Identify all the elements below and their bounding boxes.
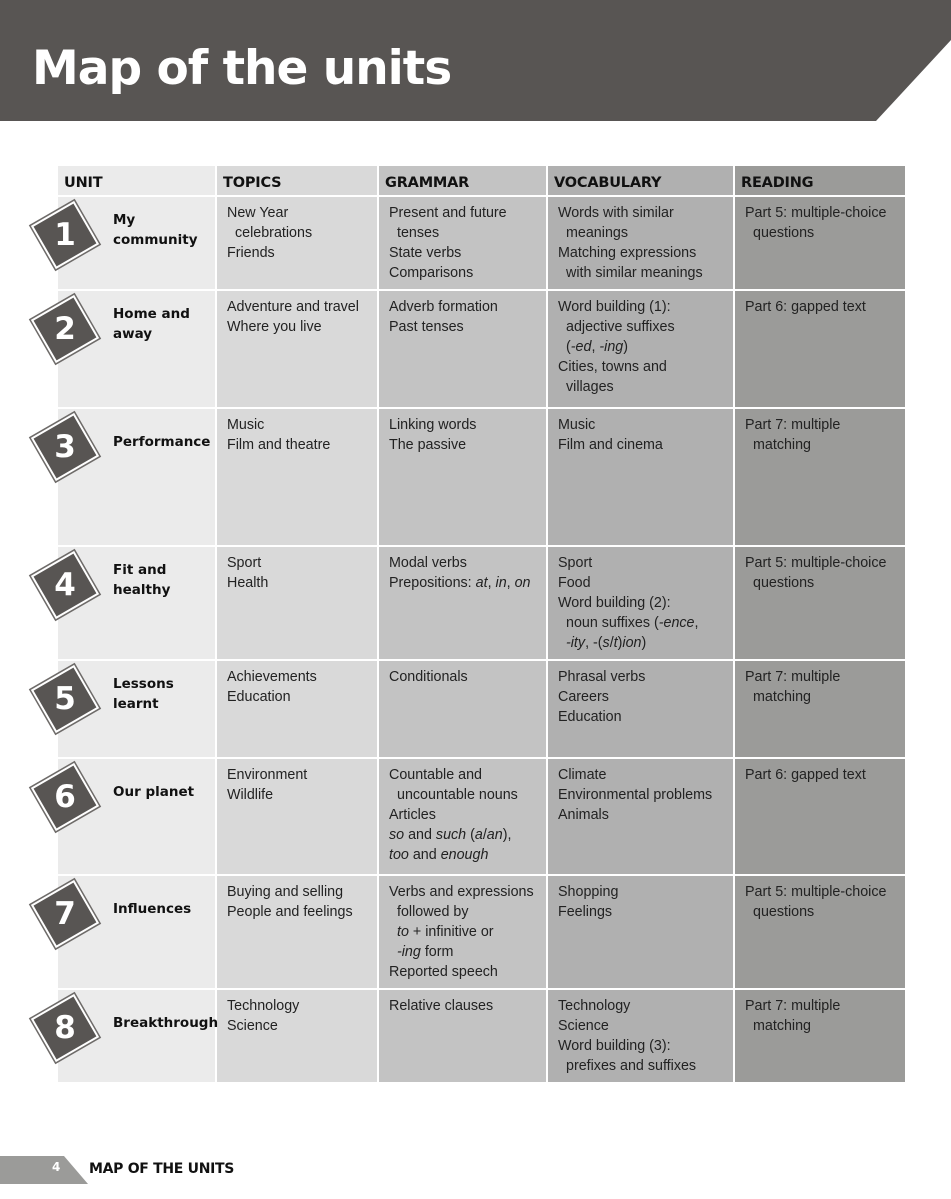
grammar-item: Conditionals xyxy=(389,669,468,685)
grammar-item: Linking words xyxy=(389,417,477,433)
table-row-unit-8 xyxy=(58,990,905,1082)
unit-name-line: Influences xyxy=(113,901,192,917)
column-header-grammar: GRAMMAR xyxy=(379,166,546,195)
vocabulary-item: Education xyxy=(558,709,622,725)
reading-item: Part 5: multiple-choice xyxy=(745,555,887,571)
grammar-cell xyxy=(379,197,546,289)
topics-item: Buying and selling xyxy=(227,884,344,900)
topics-item: Wildlife xyxy=(227,787,274,803)
grammar-cell xyxy=(379,661,546,757)
unit-name-line: Lessons xyxy=(113,676,174,692)
vocabulary-item: -ity, -(s/t)ion) xyxy=(566,635,647,651)
unit-name xyxy=(113,782,194,802)
unit-number: 4 xyxy=(54,567,76,603)
unit-name xyxy=(113,432,210,452)
footer-page-tab xyxy=(0,1156,88,1184)
reading-item: Part 6: gapped text xyxy=(745,767,866,783)
unit-name-line: Our planet xyxy=(113,784,195,800)
topics-item: Education xyxy=(227,689,291,705)
vocabulary-item: Word building (2): xyxy=(558,595,671,611)
unit-cell xyxy=(54,661,215,757)
reading-cell xyxy=(735,876,905,988)
vocabulary-item: Words with similar xyxy=(558,205,674,221)
topics-cell xyxy=(217,291,377,407)
vocabulary-cell xyxy=(548,409,733,545)
vocabulary-item: with similar meanings xyxy=(566,265,703,281)
reading-cell xyxy=(735,409,905,545)
vocabulary-cell xyxy=(548,990,733,1082)
grammar-item: Relative clauses xyxy=(389,998,494,1014)
topics-item: Technology xyxy=(227,998,300,1014)
reading-item: matching xyxy=(753,689,812,705)
vocabulary-item: Film and cinema xyxy=(558,437,663,453)
table-row-unit-5 xyxy=(58,661,905,757)
grammar-item: uncountable nouns xyxy=(397,787,518,803)
grammar-item: tenses xyxy=(397,225,440,241)
reading-cell xyxy=(735,197,905,289)
topics-item: Where you live xyxy=(227,319,322,335)
vocabulary-item: Shopping xyxy=(558,884,619,900)
vocabulary-item: prefixes and suffixes xyxy=(566,1058,697,1074)
grammar-cell xyxy=(379,990,546,1082)
topics-item: Sport xyxy=(227,555,262,571)
unit-name-line: Home and xyxy=(113,306,190,322)
topics-item: Adventure and travel xyxy=(227,299,359,315)
grammar-cell xyxy=(379,759,546,874)
table-row-unit-3 xyxy=(58,409,905,545)
unit-number: 6 xyxy=(54,779,76,815)
unit-cell xyxy=(54,876,215,988)
grammar-cell xyxy=(379,547,546,659)
topics-cell xyxy=(217,197,377,289)
topics-item: Music xyxy=(227,417,265,433)
vocabulary-item: Animals xyxy=(558,807,609,823)
unit-cell xyxy=(54,990,219,1082)
vocabulary-item: Cities, towns and xyxy=(558,359,667,375)
topics-item: celebrations xyxy=(235,225,313,241)
vocabulary-item: Music xyxy=(558,417,596,433)
vocabulary-item: Food xyxy=(558,575,591,591)
vocabulary-item: Feelings xyxy=(558,904,613,920)
topics-item: Achievements xyxy=(227,669,317,685)
topics-item: Health xyxy=(227,575,269,591)
reading-item: Part 5: multiple-choice xyxy=(745,884,887,900)
grammar-item: so and such (a/an), xyxy=(389,827,512,843)
vocabulary-item: adjective suffixes xyxy=(566,319,675,335)
topics-item: Environment xyxy=(227,767,308,783)
unit-cell xyxy=(54,291,215,407)
unit-number: 1 xyxy=(54,217,76,253)
units-map-table xyxy=(56,164,907,1084)
topics-item: Friends xyxy=(227,245,275,261)
unit-number: 2 xyxy=(54,311,76,347)
grammar-item: Countable and xyxy=(389,767,483,783)
column-header-topics: TOPICS xyxy=(217,166,377,195)
unit-cell xyxy=(54,759,215,874)
grammar-cell xyxy=(379,876,546,988)
unit-name xyxy=(113,674,174,714)
vocabulary-item: (-ed, -ing) xyxy=(566,339,628,355)
topics-cell xyxy=(217,876,377,988)
unit-name-line: Fit and xyxy=(113,562,167,578)
unit-name-line: Breakthrough xyxy=(113,1015,219,1031)
vocabulary-item: meanings xyxy=(566,225,628,241)
reading-cell xyxy=(735,759,905,874)
reading-item: Part 7: multiple xyxy=(745,998,841,1014)
unit-number: 5 xyxy=(54,681,76,717)
unit-name-line: away xyxy=(113,326,153,342)
grammar-item: Prepositions: at, in, on xyxy=(389,575,531,591)
column-header-vocabulary: VOCABULARY xyxy=(548,166,733,195)
grammar-cell xyxy=(379,291,546,407)
table-body xyxy=(54,197,905,1082)
vocabulary-item: Climate xyxy=(558,767,607,783)
vocabulary-item: Matching expressions xyxy=(558,245,697,261)
reading-item: questions xyxy=(753,225,815,241)
page-number: 4 xyxy=(52,1160,61,1174)
unit-name-line: learnt xyxy=(113,696,159,712)
vocabulary-cell xyxy=(548,661,733,757)
vocabulary-cell xyxy=(548,547,733,659)
reading-item: Part 7: multiple xyxy=(745,417,841,433)
column-header-unit: UNIT xyxy=(58,166,215,195)
reading-item: questions xyxy=(753,575,815,591)
vocabulary-item: Careers xyxy=(558,689,609,705)
vocabulary-item: Science xyxy=(558,1018,609,1034)
topics-item: People and feelings xyxy=(227,904,353,920)
table-row-unit-2 xyxy=(58,291,905,407)
table-row-unit-6 xyxy=(58,759,905,874)
grammar-item: The passive xyxy=(389,437,467,453)
vocabulary-item: Sport xyxy=(558,555,593,571)
vocabulary-item: Word building (1): xyxy=(558,299,671,315)
column-header-reading: READING xyxy=(735,166,905,195)
page-title: Map of the units xyxy=(32,41,452,96)
grammar-item: Modal verbs xyxy=(389,555,467,571)
footer-section-label: MAP OF THE UNITS xyxy=(89,1161,235,1177)
unit-name xyxy=(113,899,191,919)
unit-name xyxy=(113,1013,218,1033)
reading-item: Part 5: multiple-choice xyxy=(745,205,887,221)
unit-name-line: community xyxy=(113,232,198,248)
reading-item: Part 6: gapped text xyxy=(745,299,866,315)
unit-name xyxy=(113,210,198,250)
grammar-item: to + infinitive or xyxy=(397,924,494,940)
reading-cell xyxy=(735,661,905,757)
grammar-item: Articles xyxy=(389,807,436,823)
unit-number: 3 xyxy=(54,429,76,465)
grammar-item: followed by xyxy=(397,904,469,920)
grammar-item: Reported speech xyxy=(389,964,498,980)
reading-item: Part 7: multiple xyxy=(745,669,841,685)
reading-item: matching xyxy=(753,437,812,453)
table-row-unit-7 xyxy=(58,876,905,988)
grammar-item: Adverb formation xyxy=(389,299,498,315)
topics-cell xyxy=(217,759,377,874)
grammar-item: too and enough xyxy=(389,847,489,863)
reading-cell xyxy=(735,291,905,407)
unit-cell xyxy=(54,547,215,659)
reading-item: matching xyxy=(753,1018,812,1034)
vocabulary-item: Environmental problems xyxy=(558,787,713,803)
unit-name-line: Performance xyxy=(113,434,211,450)
unit-name-line: healthy xyxy=(113,582,171,598)
vocabulary-item: Phrasal verbs xyxy=(558,669,646,685)
vocabulary-item: Technology xyxy=(558,998,631,1014)
reading-item: questions xyxy=(753,904,815,920)
reading-cell xyxy=(735,547,905,659)
reading-cell xyxy=(735,990,905,1082)
grammar-item: Verbs and expressions xyxy=(389,884,534,900)
unit-name xyxy=(113,560,170,600)
vocabulary-cell xyxy=(548,876,733,988)
grammar-item: -ing form xyxy=(397,944,454,960)
grammar-item: Past tenses xyxy=(389,319,464,335)
vocabulary-cell xyxy=(548,197,733,289)
grammar-cell xyxy=(379,409,546,545)
grammar-item: State verbs xyxy=(389,245,462,261)
topics-item: Film and theatre xyxy=(227,437,331,453)
unit-name-line: My xyxy=(113,212,136,228)
vocabulary-item: villages xyxy=(566,379,614,395)
topics-cell xyxy=(217,547,377,659)
topics-cell xyxy=(217,409,377,545)
grammar-item: Comparisons xyxy=(389,265,474,281)
unit-number: 7 xyxy=(54,896,76,932)
unit-cell xyxy=(54,197,215,289)
unit-number: 8 xyxy=(54,1010,76,1046)
vocabulary-cell xyxy=(548,291,733,407)
vocabulary-cell xyxy=(548,759,733,874)
topics-cell xyxy=(217,990,377,1082)
topics-cell xyxy=(217,661,377,757)
vocabulary-item: noun suffixes (-ence, xyxy=(566,615,699,631)
table-row-unit-1 xyxy=(58,197,905,289)
topics-item: New Year xyxy=(227,205,289,221)
grammar-item: Present and future xyxy=(389,205,507,221)
topics-item: Science xyxy=(227,1018,278,1034)
table-row-unit-4 xyxy=(58,547,905,659)
unit-name xyxy=(113,304,190,344)
unit-cell xyxy=(54,409,215,545)
table-header-row xyxy=(58,166,905,195)
vocabulary-item: Word building (3): xyxy=(558,1038,671,1054)
